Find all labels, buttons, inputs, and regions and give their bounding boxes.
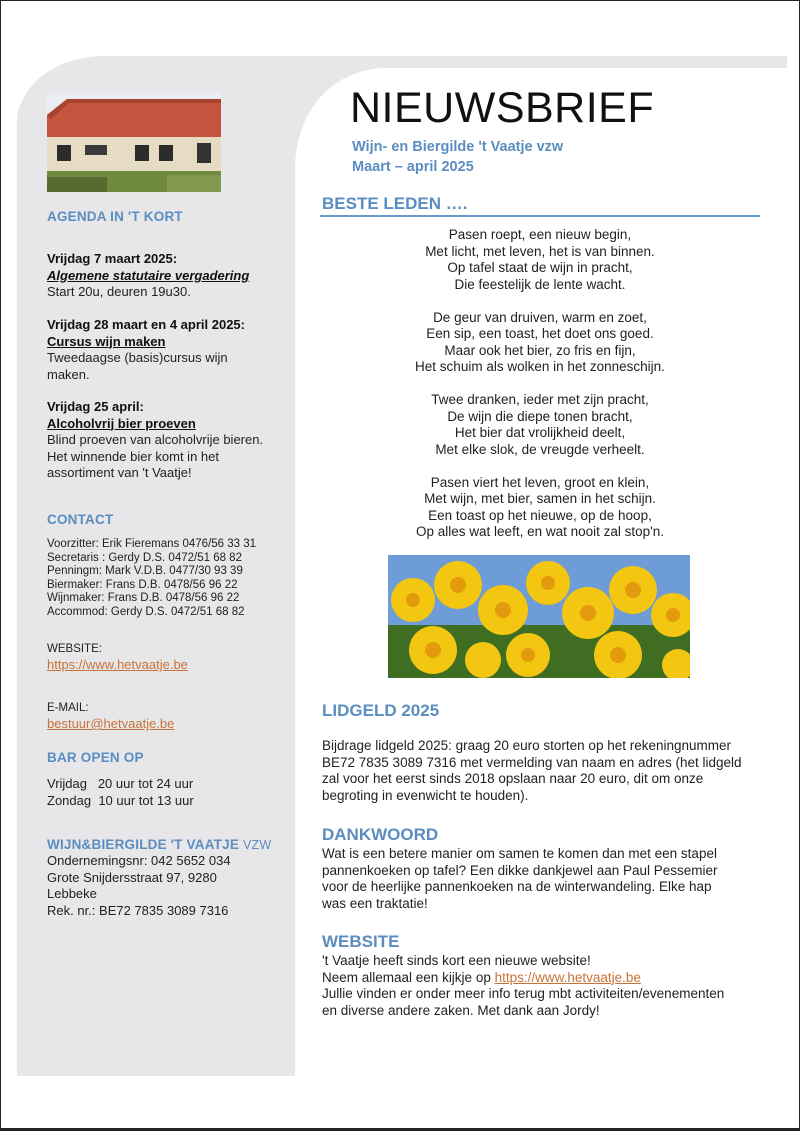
- org-details: [47, 853, 262, 919]
- poem-line: De wijn die diepe tonen bracht,: [447, 408, 633, 424]
- bar-heading: BAR OPEN OP: [47, 750, 144, 765]
- org-heading-name: WIJN&BIERGILDE 'T VAATJE: [47, 837, 240, 852]
- lidgeld-text: Bijdrage lidgeld 2025: graag 20 euro storten op het rekeningnummer BE72 7835 3089 7316 met vermelding van naam en adres (het lidgeld zal voor het eerst sinds 2018 opslaan naar 20 euro, dit om onze begroting in evenwicht te houden).: [322, 738, 742, 803]
- agenda-desc: Blind proeven van alcoholvrije bieren. Het winnende bier komt in het assortiment van 't Vaatje!: [47, 432, 264, 480]
- agenda-title: Alcoholvrij bier proeven: [47, 415, 196, 431]
- poem-stanza: [330, 475, 750, 541]
- contact-line: Biermaker: Frans D.B. 0478/56 96 22: [47, 578, 238, 591]
- lidgeld-heading: LIDGELD 2025: [322, 701, 440, 720]
- newsletter-title: NIEUWSBRIEF: [350, 84, 655, 132]
- agenda-heading: AGENDA IN 'T KORT: [47, 209, 183, 224]
- website-line: [322, 970, 742, 987]
- website-label: WEBSITE:: [47, 643, 102, 655]
- poem-stanza: [330, 227, 750, 293]
- agenda-desc: Tweedaagse (basis)cursus wijn maken.: [47, 350, 228, 382]
- poem-line: Een sip, een toast, het doet ons goed.: [426, 326, 654, 341]
- poem-line: Op tafel staat de wijn in pracht,: [447, 260, 633, 275]
- org-line: Ondernemingsnr: 042 5652 034: [47, 853, 231, 868]
- agenda-date: Vrijdag 25 april:: [47, 399, 144, 414]
- agenda-item: [47, 317, 282, 383]
- dankwoord-text: Wat is een betere manier om samen te komen dan met een stapel pannenkoeken op tafel? Een dikke dankjewel aan Paul Pessemier voor de heerlijke pannenkoeken na de winterwandeling. Elke hap was een traktatie!: [322, 846, 718, 911]
- bar-hours-line: Zondag 10 uur tot 13 uur: [47, 792, 194, 808]
- poem-stanza: [330, 392, 750, 458]
- poem-line: Het bier dat vrolijkheid deelt,: [454, 425, 626, 440]
- org-heading-suffix: VZW: [242, 838, 272, 852]
- website-line: 't Vaatje heeft sinds kort een nieuwe website!: [322, 953, 591, 968]
- email-link[interactable]: bestuur@hetvaatje.be: [47, 716, 175, 731]
- easter-poem: [330, 227, 750, 557]
- website-line-prefix: Neem allemaal een kijkje op: [322, 969, 495, 985]
- poem-line: Pasen viert het leven, groot en klein,: [430, 474, 650, 490]
- website-heading: WEBSITE: [322, 932, 400, 951]
- period-subtitle: Maart – april 2025: [352, 159, 474, 175]
- poem-line: Met wijn, met bier, samen in het schijn.: [424, 491, 656, 506]
- poem-line: Met elke slok, de vreugde verheelt.: [435, 441, 645, 457]
- bar-hours-line: Vrijdag 20 uur tot 24 uur: [47, 776, 194, 791]
- contact-line: Secretaris : Gerdy D.S. 0472/51 68 82: [47, 551, 242, 564]
- agenda-item: [47, 399, 282, 482]
- poem-line: Maar ook het bier, zo fris en fijn,: [444, 342, 636, 358]
- org-subtitle: Wijn- en Biergilde 't Vaatje vzw: [352, 139, 564, 155]
- poem-line: Twee dranken, ieder met zijn pracht,: [431, 392, 649, 407]
- contact-list: [47, 538, 282, 619]
- bar-hours: [47, 776, 282, 809]
- website-section: [322, 953, 742, 1019]
- agenda-date: Vrijdag 7 maart 2025:: [47, 251, 178, 266]
- poem-line: Die feestelijk de lente wacht.: [454, 276, 626, 292]
- poem-line: Pasen roept, een nieuw begin,: [448, 227, 632, 242]
- website-link[interactable]: https://www.hetvaatje.be: [47, 657, 188, 672]
- agenda-item: [47, 251, 282, 301]
- poem-line: Op alles wat leeft, en wat nooit zal stop'n.: [416, 524, 664, 539]
- email-label: E-MAIL:: [47, 702, 89, 714]
- agenda-title: Algemene statutaire vergadering: [47, 267, 250, 283]
- poem-line: Het schuim als wolken in het zonneschijn.: [415, 359, 665, 374]
- contact-line: Penningm: Mark V.D.B. 0477/30 93 39: [47, 565, 243, 577]
- contact-line: Accommod: Gerdy D.S. 0472/51 68 82: [47, 605, 245, 618]
- org-line: Grote Snijdersstraat 97, 9280 Lebbeke: [47, 869, 217, 901]
- greeting-heading: BESTE LEDEN ….: [322, 194, 468, 213]
- agenda-desc: Start 20u, deuren 19u30.: [47, 284, 191, 299]
- agenda-title: Cursus wijn maken: [47, 333, 166, 349]
- org-heading: [47, 837, 271, 854]
- website-link[interactable]: https://www.hetvaatje.be: [494, 969, 641, 985]
- poem-stanza: [330, 310, 750, 376]
- clubhouse-photo: [47, 93, 221, 192]
- website-line: Jullie vinden er onder meer info terug mbt activiteiten/evenementen en diverse andere zaken. Met dank aan Jordy!: [322, 986, 725, 1018]
- contact-line: Voorzitter: Erik Fieremans 0476/56 33 31: [47, 538, 257, 550]
- poem-line: Met licht, met leven, het is van binnen.: [425, 243, 655, 259]
- contact-heading: CONTACT: [47, 512, 114, 527]
- poem-line: De geur van druiven, warm en zoet,: [433, 309, 647, 325]
- poem-line: Een toast op het nieuwe, op de hoop,: [428, 507, 652, 523]
- org-line: Rek. nr.: BE72 7835 3089 7316: [47, 902, 229, 918]
- section-divider: [320, 215, 760, 217]
- agenda-date: Vrijdag 28 maart en 4 april 2025:: [47, 317, 245, 332]
- contact-line: Wijnmaker: Frans D.B. 0478/56 96 22: [47, 592, 240, 604]
- dankwoord-heading: DANKWOORD: [322, 825, 439, 844]
- daffodils-photo: [388, 555, 690, 678]
